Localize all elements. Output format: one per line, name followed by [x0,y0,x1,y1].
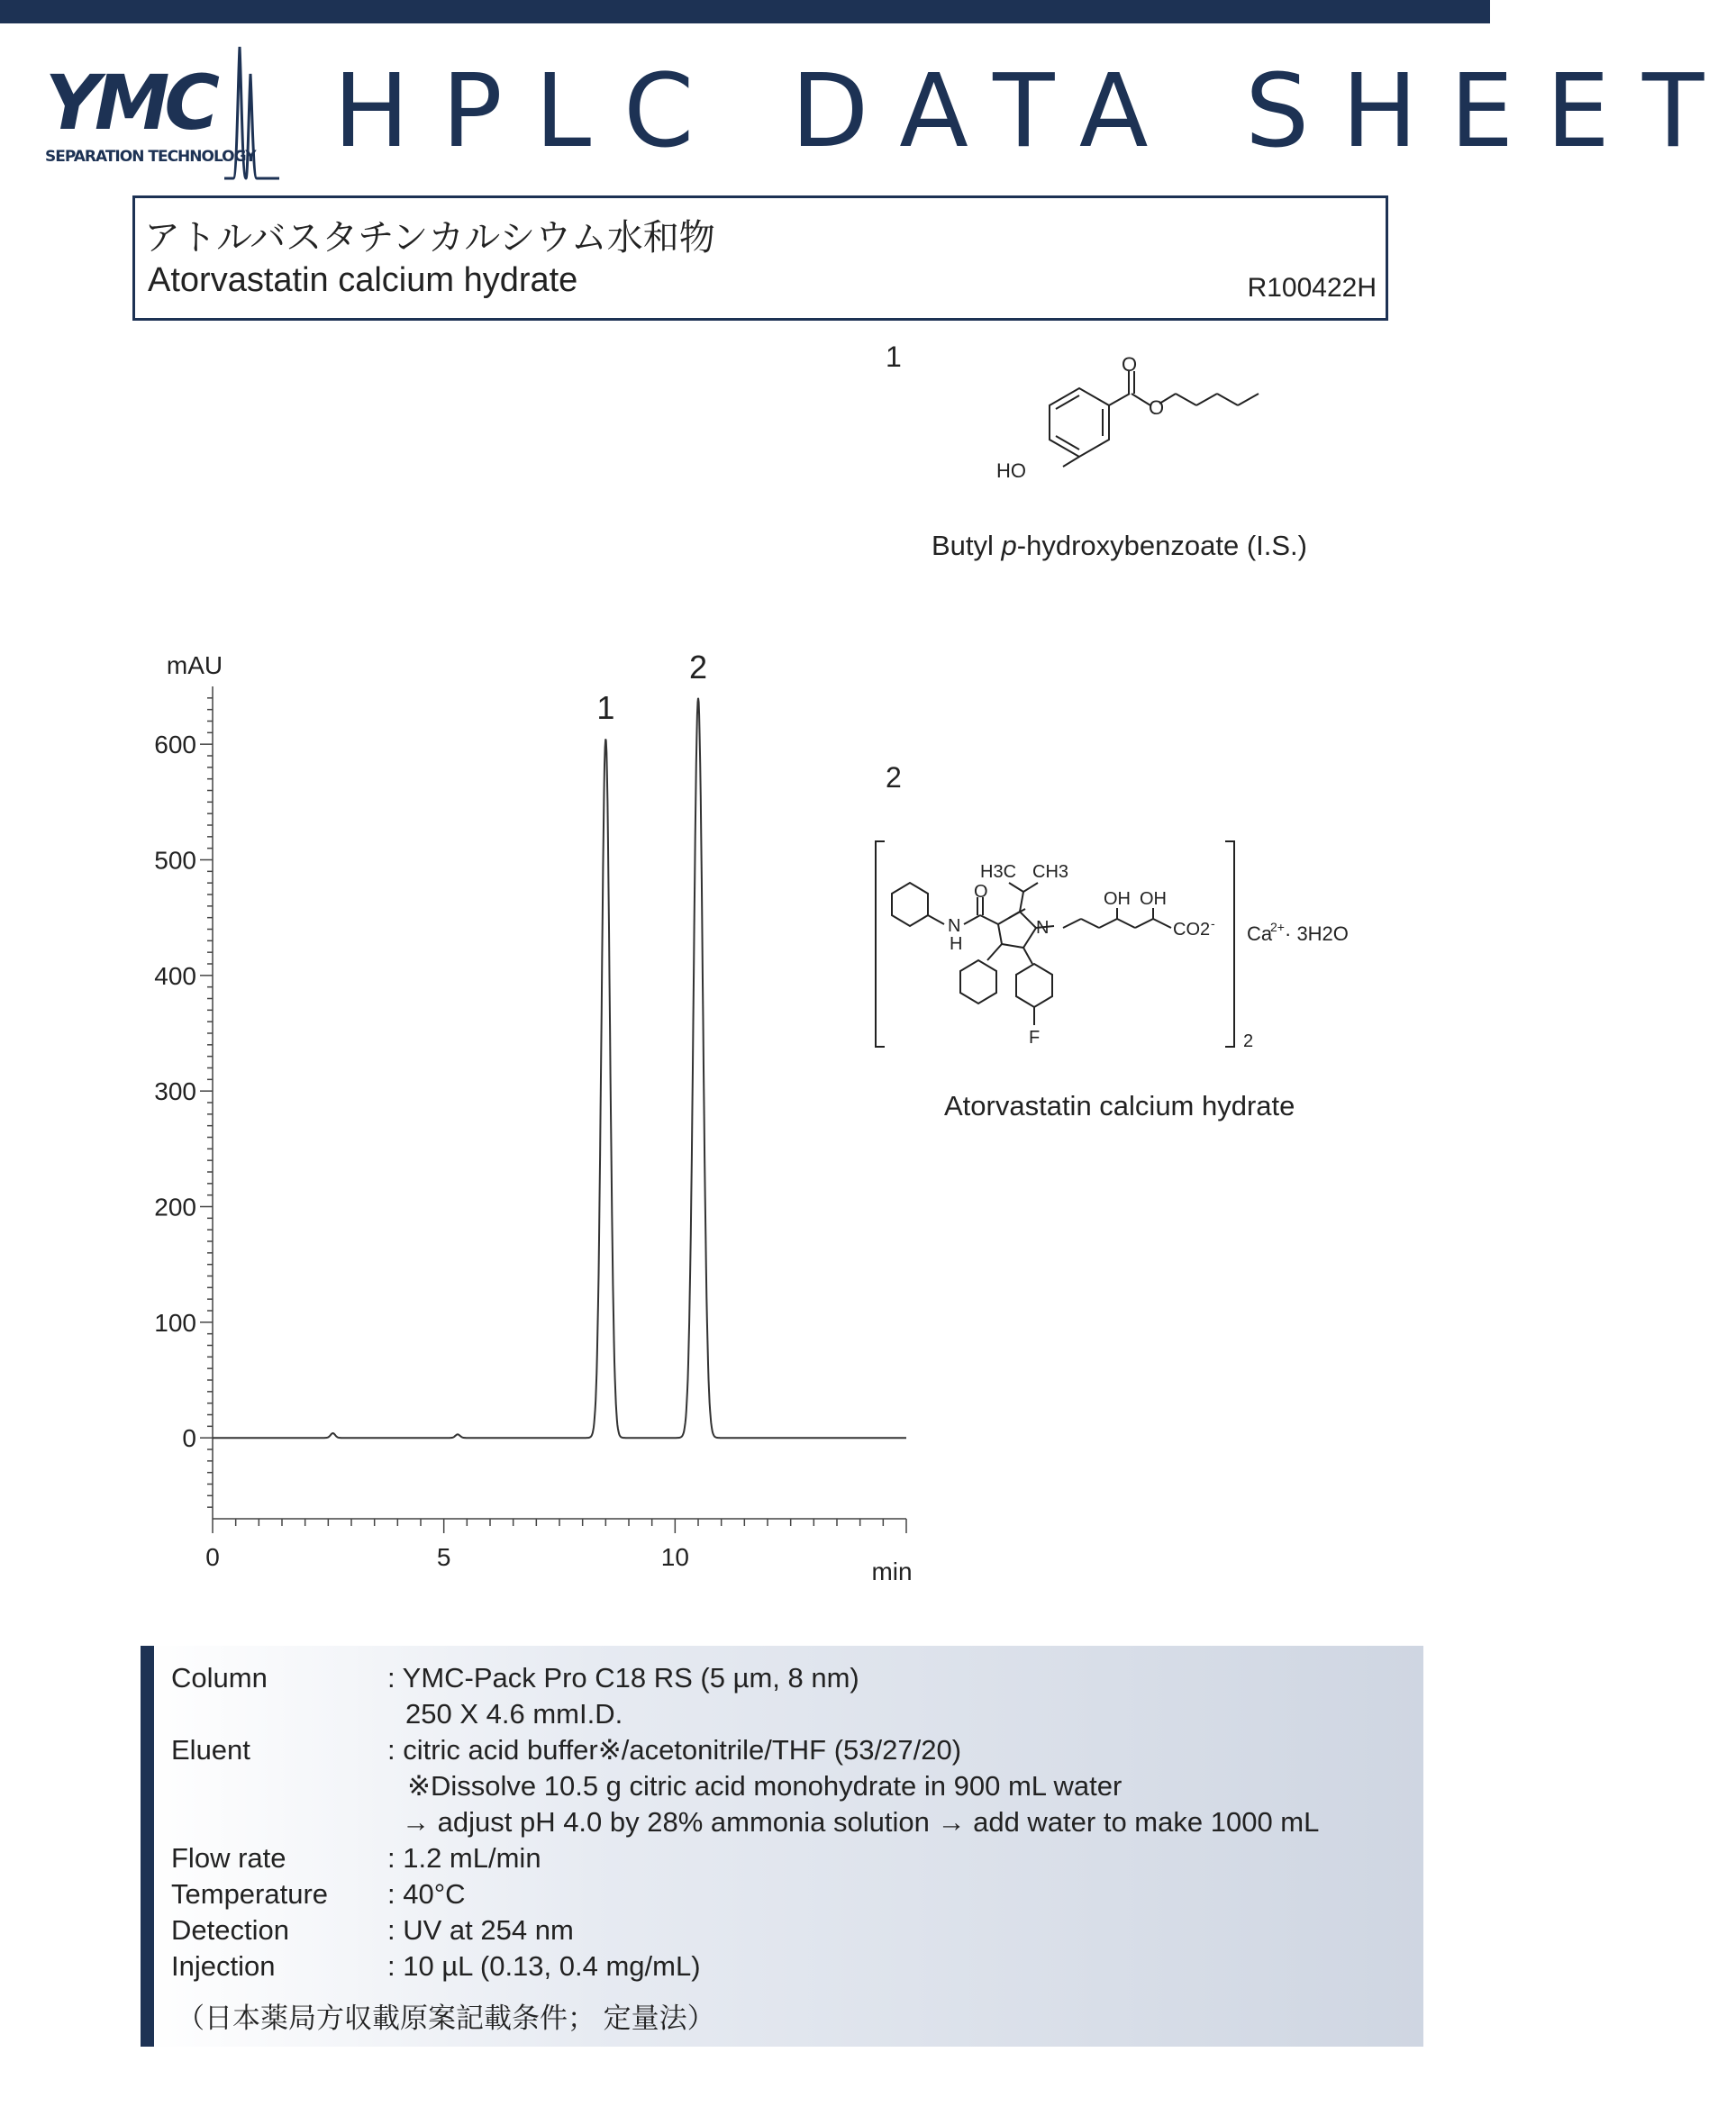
y-tick-label: 500 [154,846,196,875]
structure-2-caption: Atorvastatin calcium hydrate [944,1090,1295,1122]
condition-detection-value: : UV at 254 nm [387,1914,574,1946]
y-tick-label: 600 [154,731,196,759]
condition-column [171,1662,859,1694]
structure-1-caption-pre: Butyl [932,530,1002,561]
compound-name-en: Atorvastatin calcium hydrate [148,261,578,299]
structure-2-subscript: 2 [1243,1031,1254,1051]
y-tick-label: 100 [154,1308,196,1337]
condition-eluent-label: Eluent [171,1734,250,1766]
condition-temperature-value: : 40°C [387,1878,466,1910]
structure-2-number: 2 [886,761,902,794]
condition-column-size: 250 X 4.6 mmI.D. [405,1698,623,1730]
structure-2-co2-charge: - [1211,916,1215,931]
structure-1-o-top: O [1122,353,1138,376]
condition-eluent-procedure: → adjust pH 4.0 by 28% ammonia solution → add water to make 1000 mL [402,1806,1320,1838]
conditions-accent-bar [141,1646,154,2047]
y-tick-label: 0 [182,1424,196,1453]
conditions-panel [141,1646,1423,2047]
structure-2-h3c: H3C [980,862,1017,882]
x-tick-label: 5 [436,1543,451,1571]
condition-detection [171,1914,574,1947]
condition-eluent-note: ※Dissolve 10.5 g citric acid monohydrate in 900 mL water [407,1770,1122,1802]
y-tick-label: 200 [154,1193,196,1222]
condition-column-label: Column [171,1662,268,1694]
condition-temperature-label: Temperature [171,1878,329,1910]
datasheet-code: R100422H [1247,273,1377,303]
x-tick-label: 10 [660,1543,689,1571]
condition-flow-rate-value: : 1.2 mL/min [387,1842,541,1874]
structure-2-ca: Ca [1247,922,1273,945]
structure-2-o: O [974,882,988,902]
condition-injection [171,1950,701,1983]
structure-1-number: 1 [886,341,902,373]
structure-1-ho: HO [996,459,1026,482]
structure-2-h-amide: H [950,934,963,954]
structure-1-caption-post: -hydroxybenzoate (I.S.) [1016,530,1307,561]
structure-2-n-amide: N [948,916,961,936]
condition-eluent-value: : citric acid buffer※/acetonitrile/THF (53/27/20) [387,1734,962,1766]
page-title: HPLC DATA SHEET [333,53,1736,170]
conditions-footnote: （日本薬局方収載原案記載条件； 定量法） [177,2003,715,2034]
logo-text: YMC [45,59,215,147]
structure-1-caption-ital: p [1001,530,1017,561]
condition-detection-label: Detection [171,1914,289,1946]
condition-column-value: : YMC-Pack Pro C18 RS (5 µm, 8 nm) [387,1662,859,1694]
structure-2-ca-charge: 2+ [1270,920,1285,934]
structure-2-oh2: OH [1140,889,1167,909]
structure-1-o-ester: O [1149,396,1165,419]
structure-2-co2: CO2 [1173,920,1211,940]
condition-eluent [171,1734,961,1766]
structure-2-f: F [1029,1028,1041,1048]
chromatogram-trace [213,698,906,1438]
structure-2-ch3: CH3 [1032,862,1069,882]
condition-injection-value: : 10 µL (0.13, 0.4 mg/mL) [387,1950,701,1982]
logo-subtext: SEPARATION TECHNOLOGY [45,148,256,166]
condition-injection-label: Injection [171,1950,276,1982]
peak-2-label: 2 [688,648,708,686]
condition-temperature [171,1878,466,1911]
structure-2-n-ring: N [1036,918,1050,938]
y-tick-label: 300 [154,1077,196,1106]
structure-2-oh1: OH [1104,889,1131,909]
x-tick-label: 0 [205,1543,220,1571]
peak-1-label: 1 [596,688,615,726]
y-axis-label: mAU [166,651,223,679]
structure-2-hydrate: · 3H2O [1285,922,1349,945]
condition-flow-rate [171,1842,541,1875]
y-tick-label: 400 [154,961,196,990]
condition-flow-rate-label: Flow rate [171,1842,286,1874]
compound-name-jp: アトルバスタチンカルシウム水和物 [144,218,715,258]
x-axis-label: min [871,1558,913,1585]
